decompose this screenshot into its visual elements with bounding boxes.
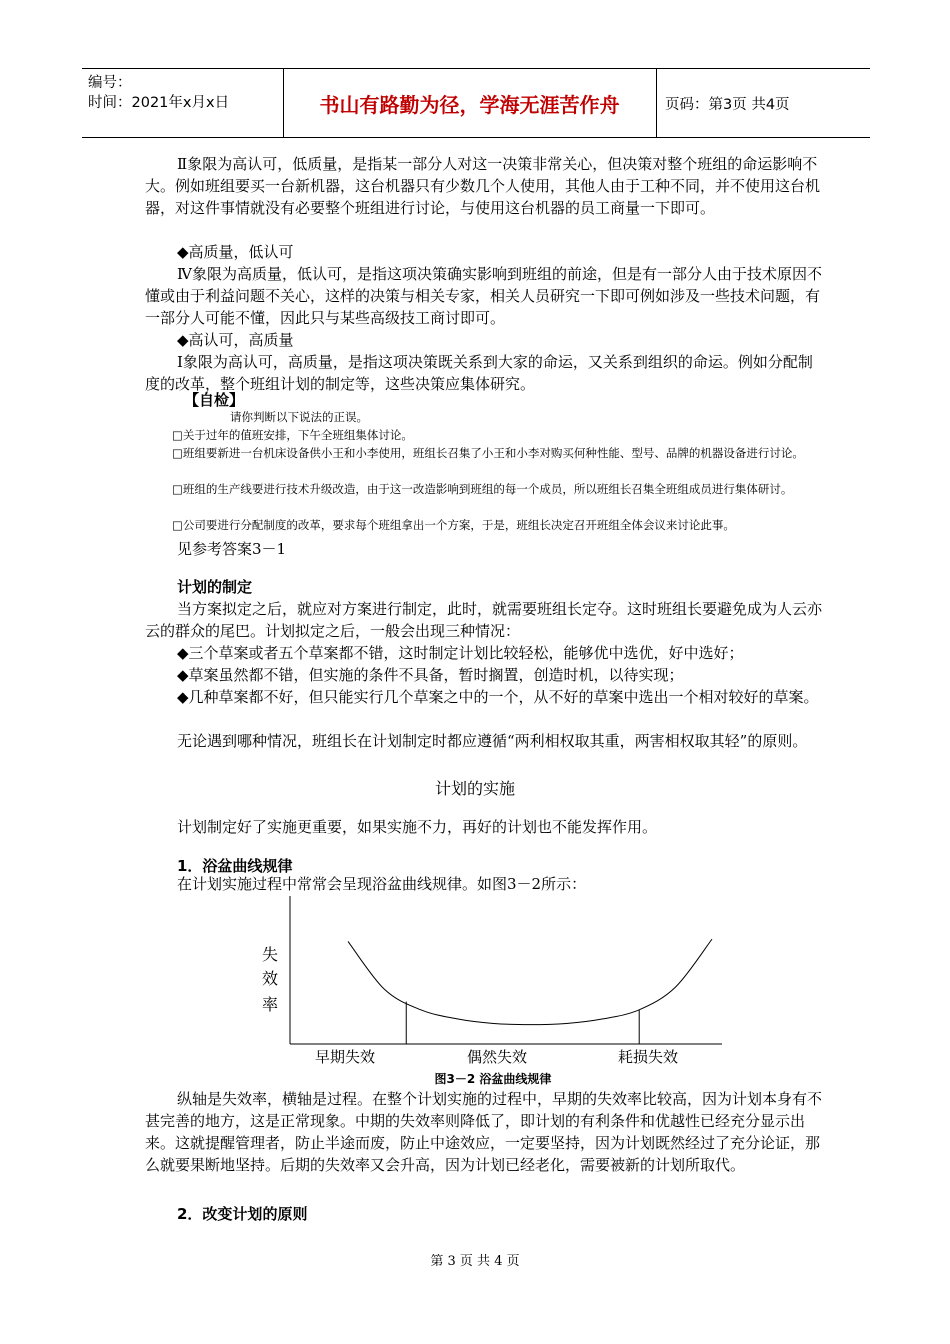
- phase-label: 耗损失效: [617, 1048, 679, 1066]
- time-label: 时间：2021年x月x日: [88, 95, 230, 111]
- paragraph-q4: Ⅳ象限为高质量，低认可，是指这项决策确实影响到班组的前途，但是有一部分人由于技术原因不懂或由于利益问题不关心，这样的决策与相关专家，相关人员研究一下即可例如涉及一些技术问题，有一部分人可能不懂，因此只与某些高级技工商讨即可。: [145, 265, 822, 327]
- bullet-plan: ◆几种草案都不好，但只能实行几个草案之中的一个，从不好的草案中选出一个相对较好的草案。: [177, 688, 819, 706]
- bullet-plan: ◆草案虽然都不错，但实施的条件不具备，暂时搁置，创造时机，以待实现；: [177, 666, 684, 684]
- bullet-hr-hq: ◆高认可，高质量: [177, 331, 294, 349]
- answer-reference: 见参考答案3－1: [177, 540, 287, 558]
- paragraph-bathtub-explanation: 纵轴是失效率，横轴是过程。在整个计划实施的过程中，早期的失效率比较高，因为计划本身有不甚完善的地方，这是正常现象。中期的失效率则降低了，即计划的有利条件和优越性已经充分显示出来。这就提醒管理者，防止半途而废，防止中途效应，一定要坚持，因为计划既然经过了充分论证，那么就要果断地坚持。后期的失效率又会升高，因为计划已经老化，需要被新的计划所取代。: [145, 1090, 823, 1174]
- heading-bathtub: 1．浴盆曲线规律: [177, 857, 293, 875]
- number-label: 编号：: [88, 75, 132, 91]
- self-check-title: 【自检】: [184, 391, 245, 409]
- page-footer: 第 3 页 共 4 页: [430, 1254, 520, 1269]
- bathtub-chart: [0, 888, 950, 1088]
- heading-plan-making: 计划的制定: [177, 578, 253, 596]
- y-axis-label-char: 失: [261, 945, 279, 964]
- header-divider: [656, 69, 657, 137]
- header-page-label: 页码：第3页 共4页: [665, 96, 790, 113]
- y-axis-label-char: 率: [261, 995, 279, 1014]
- paragraph-impl-intro: 计划制定好了实施更重要，如果实施不力，再好的计划也不能发挥作用。: [177, 818, 658, 836]
- paragraph-plan-conclusion: 无论遇到哪种情况，班组长在计划制定时都应遵循“两利相权取其重，两害相权取其轻”的原则。: [177, 732, 808, 750]
- phase-label: 偶然失效: [466, 1048, 528, 1066]
- paragraph-bathtub-intro: 在计划实施过程中常常会呈现浴盆曲线规律。如图3－2所示：: [177, 875, 587, 893]
- bullet-plan: ◆三个草案或者五个草案都不错，这时制定计划比较轻松，能够优中选优，好中选好；: [177, 644, 744, 662]
- self-check-item: □班组的生产线要进行技术升级改造，由于这一改造影响到班组的每一个成员，所以班组长召集全班组成员进行集体研讨。: [172, 482, 793, 496]
- bullet-hq-lr: ◆高质量，低认可: [177, 243, 294, 261]
- page-header: [82, 68, 870, 138]
- header-motto: 书山有路勤为径，学海无涯苦作舟: [319, 92, 620, 117]
- phase-label: 早期失效: [314, 1048, 376, 1066]
- self-check-item: □班组要新进一台机床设备供小王和小李使用，班组长召集了小王和小李对购买何种性能、型号、品牌的机器设备进行讨论。: [172, 446, 804, 460]
- self-check-prompt: 请你判断以下说法的正误。: [230, 410, 368, 424]
- paragraph-q2: Ⅱ象限为高认可，低质量，是指某一部分人对这一决策非常关心，但决策对整个班组的命运影响不大。例如班组要买一台新机器，这台机器只有少数几个人使用，其他人由于工种不同，并不使用这台机器，对这件事情就没有必要整个班组进行讨论，与使用这台机器的员工商量一下即可。: [145, 155, 821, 217]
- section-title-impl: 计划的实施: [434, 779, 515, 798]
- y-axis-label-char: 效: [261, 969, 279, 988]
- heading-change-principle: 2．改变计划的原则: [177, 1205, 308, 1223]
- self-check-item: □公司要进行分配制度的改革，要求每个班组拿出一个方案，于是，班组长决定召开班组全体会议来讨论此事。: [172, 518, 735, 532]
- figure-caption: 图3－2 浴盆曲线规律: [434, 1072, 552, 1086]
- series-line: [348, 939, 712, 1025]
- self-check-item: □关于过年的值班安排，下午全班组集体讨论。: [172, 428, 413, 442]
- paragraph-q1: Ⅰ象限为高认可，高质量，是指这项决策既关系到大家的命运，又关系到组织的命运。例如分配制度的改革，整个班组计划的制定等，这些决策应集体研究。: [145, 353, 813, 393]
- paragraph-plan-intro: 当方案拟定之后，就应对方案进行制定，此时，就需要班组长定夺。这时班组长要避免成为人云亦云的群众的尾巴。计划拟定之后，一般会出现三种情况：: [145, 600, 823, 640]
- header-meta: [88, 73, 229, 113]
